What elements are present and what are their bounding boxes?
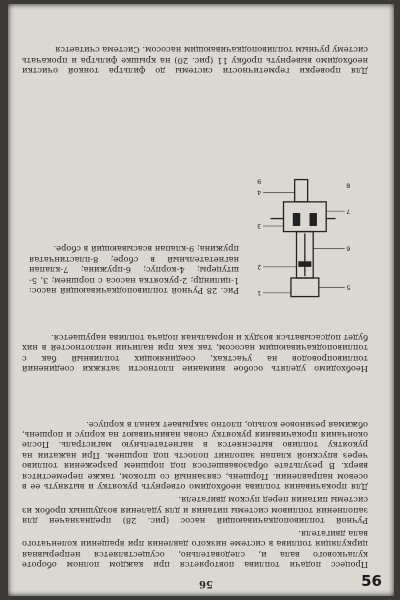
paragraph-process: Процесс подачи топлива повторяется при каждом полном обороте кулачкового вала и, следовательно, осуществляется непрерывная циркуляция топлива в системе низкого давления при вращении коленчатого вала двигателя. xyxy=(22,528,368,570)
figure-label: 6 xyxy=(346,244,351,253)
paragraph-manual-pump: Ручной топливоподкачивающий насос (рис. 28) предназначен для заполнения топливом системы питания и для удаления воздушных пробок из системы питания перед пуском двигателя. xyxy=(22,495,368,526)
figure-caption: Рис. 28 Ручной топливоподкачивающий насос: 1-цилиндр; 2-рукоятка насоса с поршнем; 3, 5-штуцеры; 4-корпус; 6-пружина; 7-клапан нагнетательный в сборе; 8-пластинчатая пружина; 9-клапан всасывающий в сборе. xyxy=(29,244,239,296)
scanned-page xyxy=(8,4,394,596)
paragraph-check: Для проверки герметичности системы до фильтра тонкой очистки необходимо вывернуть пробку 11 (рис. 20) на крышке фильтра и прокачать систему ручным топливоподкачивающим насосом. Система считается xyxy=(22,45,368,76)
figure-label: 4 xyxy=(257,188,262,197)
figure-label: 9 xyxy=(257,177,262,186)
figure-label: 5 xyxy=(346,283,351,292)
page-number: 56 xyxy=(199,578,213,589)
manual-pump-drawing xyxy=(248,174,358,304)
figure-label: 8 xyxy=(346,181,351,190)
figure-label: 7 xyxy=(346,207,351,216)
rotated-page-content xyxy=(8,4,394,596)
corner-page-number: 56 xyxy=(361,572,382,590)
figure-label: 3 xyxy=(257,222,262,231)
paragraph-tightness: Необходимо уделять особое внимание плотности затяжки соединений топливопроводов на участках, соединяющих топливный бак с топливоподкачивающим насосом, так как при наличии неплотностей в них будет подсасываться воздух и нормальная подача топлива нарушается. xyxy=(22,332,368,374)
paragraph-pumping: Для прокачивания топлива необходимо отвернуть рукоятку и вытянуть ее в осевом направлении. Поршень, связанный со штоком, также переместится вверх. В результате образовавшегося под поршнем разрежения топливо через впускной клапан заполнит полость под поршнем. При нажатии на рукоятку топливо вытесняется в нагнетательную магистраль. После окончания прокачивания рукоятку снова навинчивают на корпус и поршень, обжимая резиновое кольцо, плотно закрывает канал в корпусе. xyxy=(22,419,368,492)
figure-label: 1 xyxy=(257,289,262,297)
figure-label: 2 xyxy=(257,263,262,271)
